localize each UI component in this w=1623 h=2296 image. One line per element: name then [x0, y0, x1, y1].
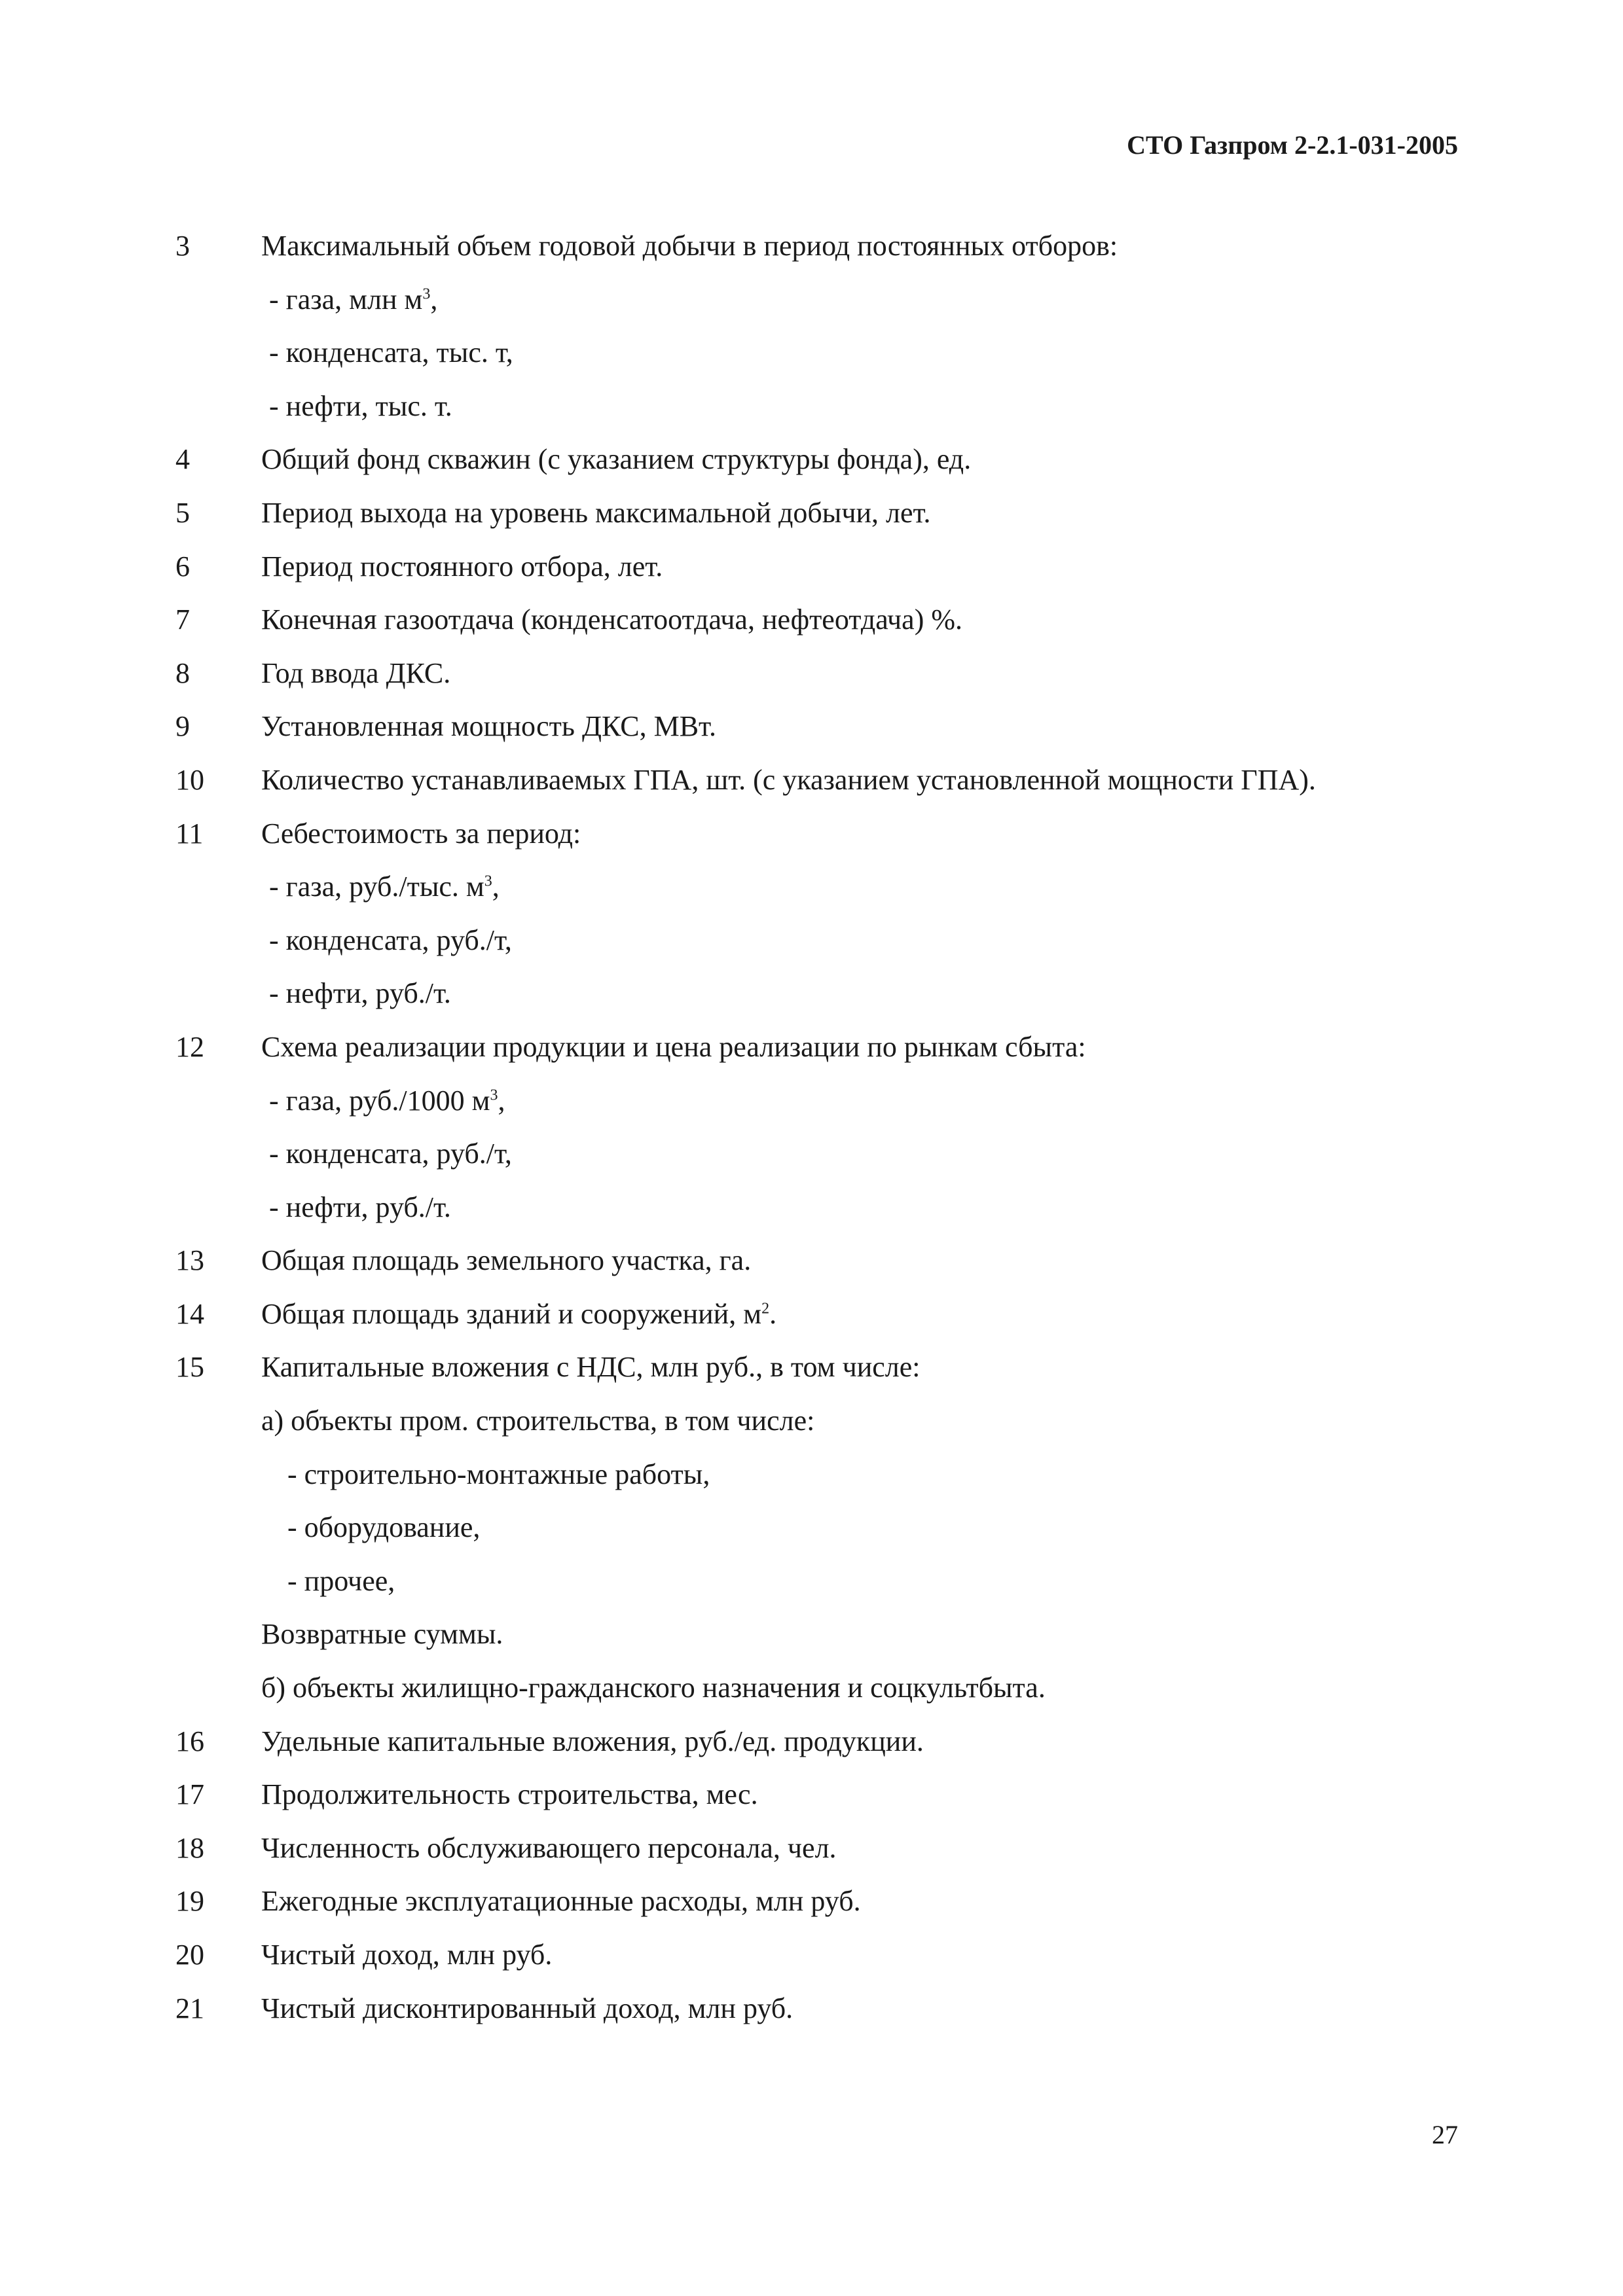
- item-text: Период выхода на уровень максимальной добычи, лет.: [261, 496, 931, 529]
- page-number: 27: [1432, 2120, 1458, 2149]
- list-subitem: [175, 1394, 1478, 1448]
- item-text: Период постоянного отбора, лет.: [261, 550, 663, 583]
- item-text: - нефти, тыс. т.: [269, 389, 452, 422]
- item-text: - конденсата, руб./т,: [269, 1138, 512, 1170]
- item-text: б) объекты жилищно-гражданского назначения и соцкультбыта.: [261, 1672, 1046, 1704]
- item-number: 18: [175, 1831, 204, 1864]
- item-text: - строительно-монтажные работы,: [287, 1458, 710, 1490]
- superscript: 3: [422, 285, 431, 302]
- item-text: - конденсата, тыс. т,: [269, 336, 513, 369]
- list-item: [175, 1020, 1478, 1074]
- item-text: Максимальный объем годовой добычи в период постоянных отборов:: [261, 230, 1118, 262]
- item-text: [261, 1074, 1478, 1128]
- item-number: 9: [175, 710, 190, 743]
- list-subitem: [175, 1661, 1478, 1715]
- item-text-main: - газа, млн м: [269, 283, 423, 315]
- superscript: 3: [490, 1086, 498, 1103]
- item-number: 5: [175, 496, 190, 529]
- item-text: Капитальные вложения с НДС, млн руб., в том числе:: [261, 1351, 921, 1384]
- item-text: Общий фонд скважин (с указанием структуры фонда), ед.: [261, 443, 972, 476]
- list-item: [175, 807, 1478, 861]
- item-number: 21: [175, 1992, 204, 2024]
- item-number: 15: [175, 1351, 204, 1384]
- item-text: - прочее,: [287, 1564, 395, 1597]
- item-text: - нефти, руб./т.: [269, 977, 451, 1010]
- list-subitem: [175, 967, 1478, 1020]
- superscript: 3: [484, 872, 492, 890]
- list-item: [175, 1874, 1478, 1928]
- item-text: Продолжительность строительства, мес.: [261, 1778, 758, 1811]
- requirements-list: [175, 219, 1478, 2035]
- item-text: Удельные капитальные вложения, руб./ед. продукции.: [261, 1725, 924, 1757]
- list-item: [175, 753, 1478, 807]
- list-subitem: [175, 273, 1478, 327]
- item-text-main: Общая площадь зданий и сооружений, м: [261, 1297, 762, 1330]
- list-subitem: [175, 1127, 1478, 1181]
- item-text-tail: .: [769, 1297, 777, 1330]
- item-number: 17: [175, 1778, 204, 1811]
- list-item: [175, 700, 1478, 753]
- list-subitem: [175, 860, 1478, 914]
- item-text: Численность обслуживающего персонала, чел.: [261, 1831, 837, 1864]
- item-text: Чистый дисконтированный доход, млн руб.: [261, 1992, 793, 2024]
- item-text: - нефти, руб./т.: [269, 1191, 451, 1223]
- item-number: 12: [175, 1030, 204, 1063]
- list-item: [175, 647, 1478, 700]
- list-item: [175, 1234, 1478, 1287]
- item-text: - оборудование,: [287, 1511, 481, 1544]
- list-subitem: [175, 1181, 1478, 1234]
- list-item: [175, 433, 1478, 486]
- list-subitem: [175, 380, 1478, 433]
- item-text: Год ввода ДКС.: [261, 656, 451, 689]
- list-subitem: [175, 326, 1478, 380]
- item-number: 19: [175, 1885, 204, 1918]
- item-number: 16: [175, 1725, 204, 1757]
- list-item: [175, 486, 1478, 540]
- list-subitem: [175, 1607, 1478, 1661]
- item-text-main: - газа, руб./тыс. м: [269, 870, 484, 903]
- item-number: 4: [175, 443, 190, 476]
- item-number: 11: [175, 817, 204, 850]
- item-text: [261, 1287, 1478, 1341]
- item-number: 20: [175, 1939, 204, 1971]
- list-subitem: [175, 1074, 1478, 1128]
- list-subitem: [175, 1448, 1478, 1501]
- item-text: - конденсата, руб./т,: [269, 924, 512, 956]
- item-text: Конечная газоотдача (конденсатоотдача, нефтеотдача) %.: [261, 603, 963, 636]
- item-number: 8: [175, 656, 190, 689]
- item-text: Схема реализации продукции и цена реализации по рынкам сбыта:: [261, 1030, 1086, 1063]
- item-text: а) объекты пром. строительства, в том числе:: [261, 1405, 815, 1437]
- list-item: [175, 1768, 1478, 1821]
- list-subitem: [175, 1554, 1478, 1608]
- item-number: 3: [175, 230, 190, 262]
- list-item: [175, 540, 1478, 594]
- item-text-tail: ,: [498, 1084, 505, 1117]
- item-text: Количество устанавливаемых ГПА, шт. (с указанием установленной мощности ГПА).: [261, 763, 1316, 796]
- list-item: [175, 219, 1478, 273]
- item-text: Себестоимость за период:: [261, 817, 581, 850]
- list-item: [175, 1821, 1478, 1875]
- item-number: 7: [175, 603, 190, 636]
- item-text: Установленная мощность ДКС, МВт.: [261, 710, 716, 743]
- list-item: [175, 1287, 1478, 1341]
- document-code-header: СТО Газпром 2-2.1-031-2005: [1127, 130, 1458, 160]
- list-subitem: [175, 914, 1478, 967]
- list-item: [175, 1340, 1478, 1394]
- item-text: Возвратные суммы.: [261, 1618, 503, 1651]
- list-item: [175, 1982, 1478, 2036]
- item-text-tail: ,: [492, 870, 500, 903]
- item-number: 10: [175, 763, 204, 796]
- item-text: [261, 860, 1478, 914]
- list-item: [175, 1928, 1478, 1982]
- list-subitem: [175, 1501, 1478, 1554]
- item-number: 13: [175, 1244, 204, 1277]
- superscript: 2: [761, 1300, 770, 1318]
- item-text: [261, 273, 1478, 327]
- item-text-tail: ,: [430, 283, 438, 315]
- list-item: [175, 1715, 1478, 1768]
- item-text: Общая площадь земельного участка, га.: [261, 1244, 752, 1277]
- item-text: Чистый доход, млн руб.: [261, 1939, 553, 1971]
- list-item: [175, 593, 1478, 647]
- item-number: 6: [175, 550, 190, 583]
- item-text-main: - газа, руб./1000 м: [269, 1084, 490, 1117]
- item-text: Ежегодные эксплуатационные расходы, млн руб.: [261, 1885, 861, 1918]
- item-number: 14: [175, 1297, 204, 1330]
